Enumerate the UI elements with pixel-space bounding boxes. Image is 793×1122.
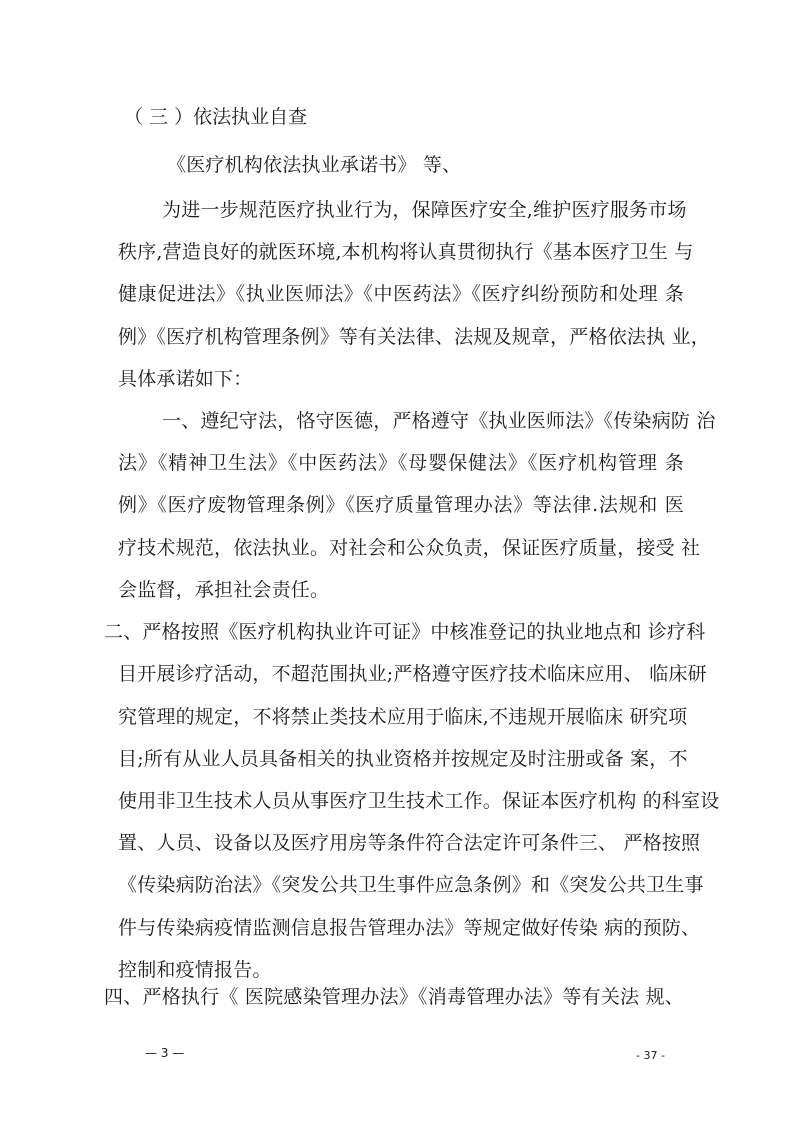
paragraph-line: 例》《医疗废物管理条例》《医疗质量管理办法》等法律.法规和 医	[118, 494, 684, 516]
paragraph-line: 究管理的规定，不将禁止类技术应用于临床,不违规开展临床 研究项	[118, 706, 688, 728]
paragraph-line: 健康促进法》《执业医师法》《中医药法》《医疗纠纷预防和处理 条	[118, 283, 684, 305]
paragraph-line: 置、人员、设备以及医疗用房等条件符合法定许可条件三、 严格按照	[118, 832, 701, 854]
paragraph-line: 控制和疫情报告。	[118, 959, 272, 981]
paragraph-line: 《传染病防治法》《突发公共卫生事件应急条例》和《突发公共卫生事	[118, 874, 704, 896]
paragraph-line: 使用非卫生技术人员从事医疗卫生技术工作。保证本医疗机构 的科室设	[118, 790, 720, 812]
paragraph-line: 目;所有从业人员具备相关的执业资格并按规定及时注册或备 案，不	[118, 748, 688, 770]
paragraph-line: 疗技术规范，依法执业。对社会和公众负责，保证医疗质量，接受 社	[118, 537, 701, 559]
paragraph-line: 件与传染病疫情监测信息报告管理办法》等规定做好传染 病的预防、	[118, 917, 701, 939]
page-number-left: — 3 —	[145, 1046, 185, 1060]
paragraph-line: 法》《精神卫生法》《中医药法》《母婴保健法》《医疗机构管理 条	[118, 452, 684, 474]
paragraph-line: 二、严格按照《医疗机构执业许可证》中核准登记的执业地点和 诊疗科	[104, 621, 706, 643]
paragraph-line: 具体承诺如下：	[118, 368, 253, 390]
paragraph-line: 秩序,营造良好的就医环境,本机构将认真贯彻执行《基本医疗卫生 与	[118, 241, 694, 263]
commitment-title: 《医疗机构依法执业承诺书》 等、	[167, 154, 462, 176]
paragraph-line: 例》《医疗机构管理条例》等有关法律、法规及规章，严格依法执 业，	[118, 326, 710, 348]
page-number-right: - 37 -	[636, 1049, 665, 1062]
paragraph-line: 目开展诊疗活动，不超范围执业;严格遵守医疗技术临床应用、 临床研	[118, 663, 707, 685]
paragraph-line: 会监督，承担社会责任。	[118, 579, 330, 601]
paragraph-line-final: 四、严格执行《 医院感染管理办法》《消毒管理办法》等有关法 规、	[104, 986, 684, 1008]
section-heading: （ 三 ）依法执业自查	[124, 106, 308, 128]
paragraph-line: 为进一步规范医疗执业行为，保障医疗安全,维护医疗服务市场	[162, 199, 687, 221]
paragraph-line: 一、遵纪守法，恪守医德，严格遵守《执业医师法》《传染病防 治	[162, 410, 716, 432]
